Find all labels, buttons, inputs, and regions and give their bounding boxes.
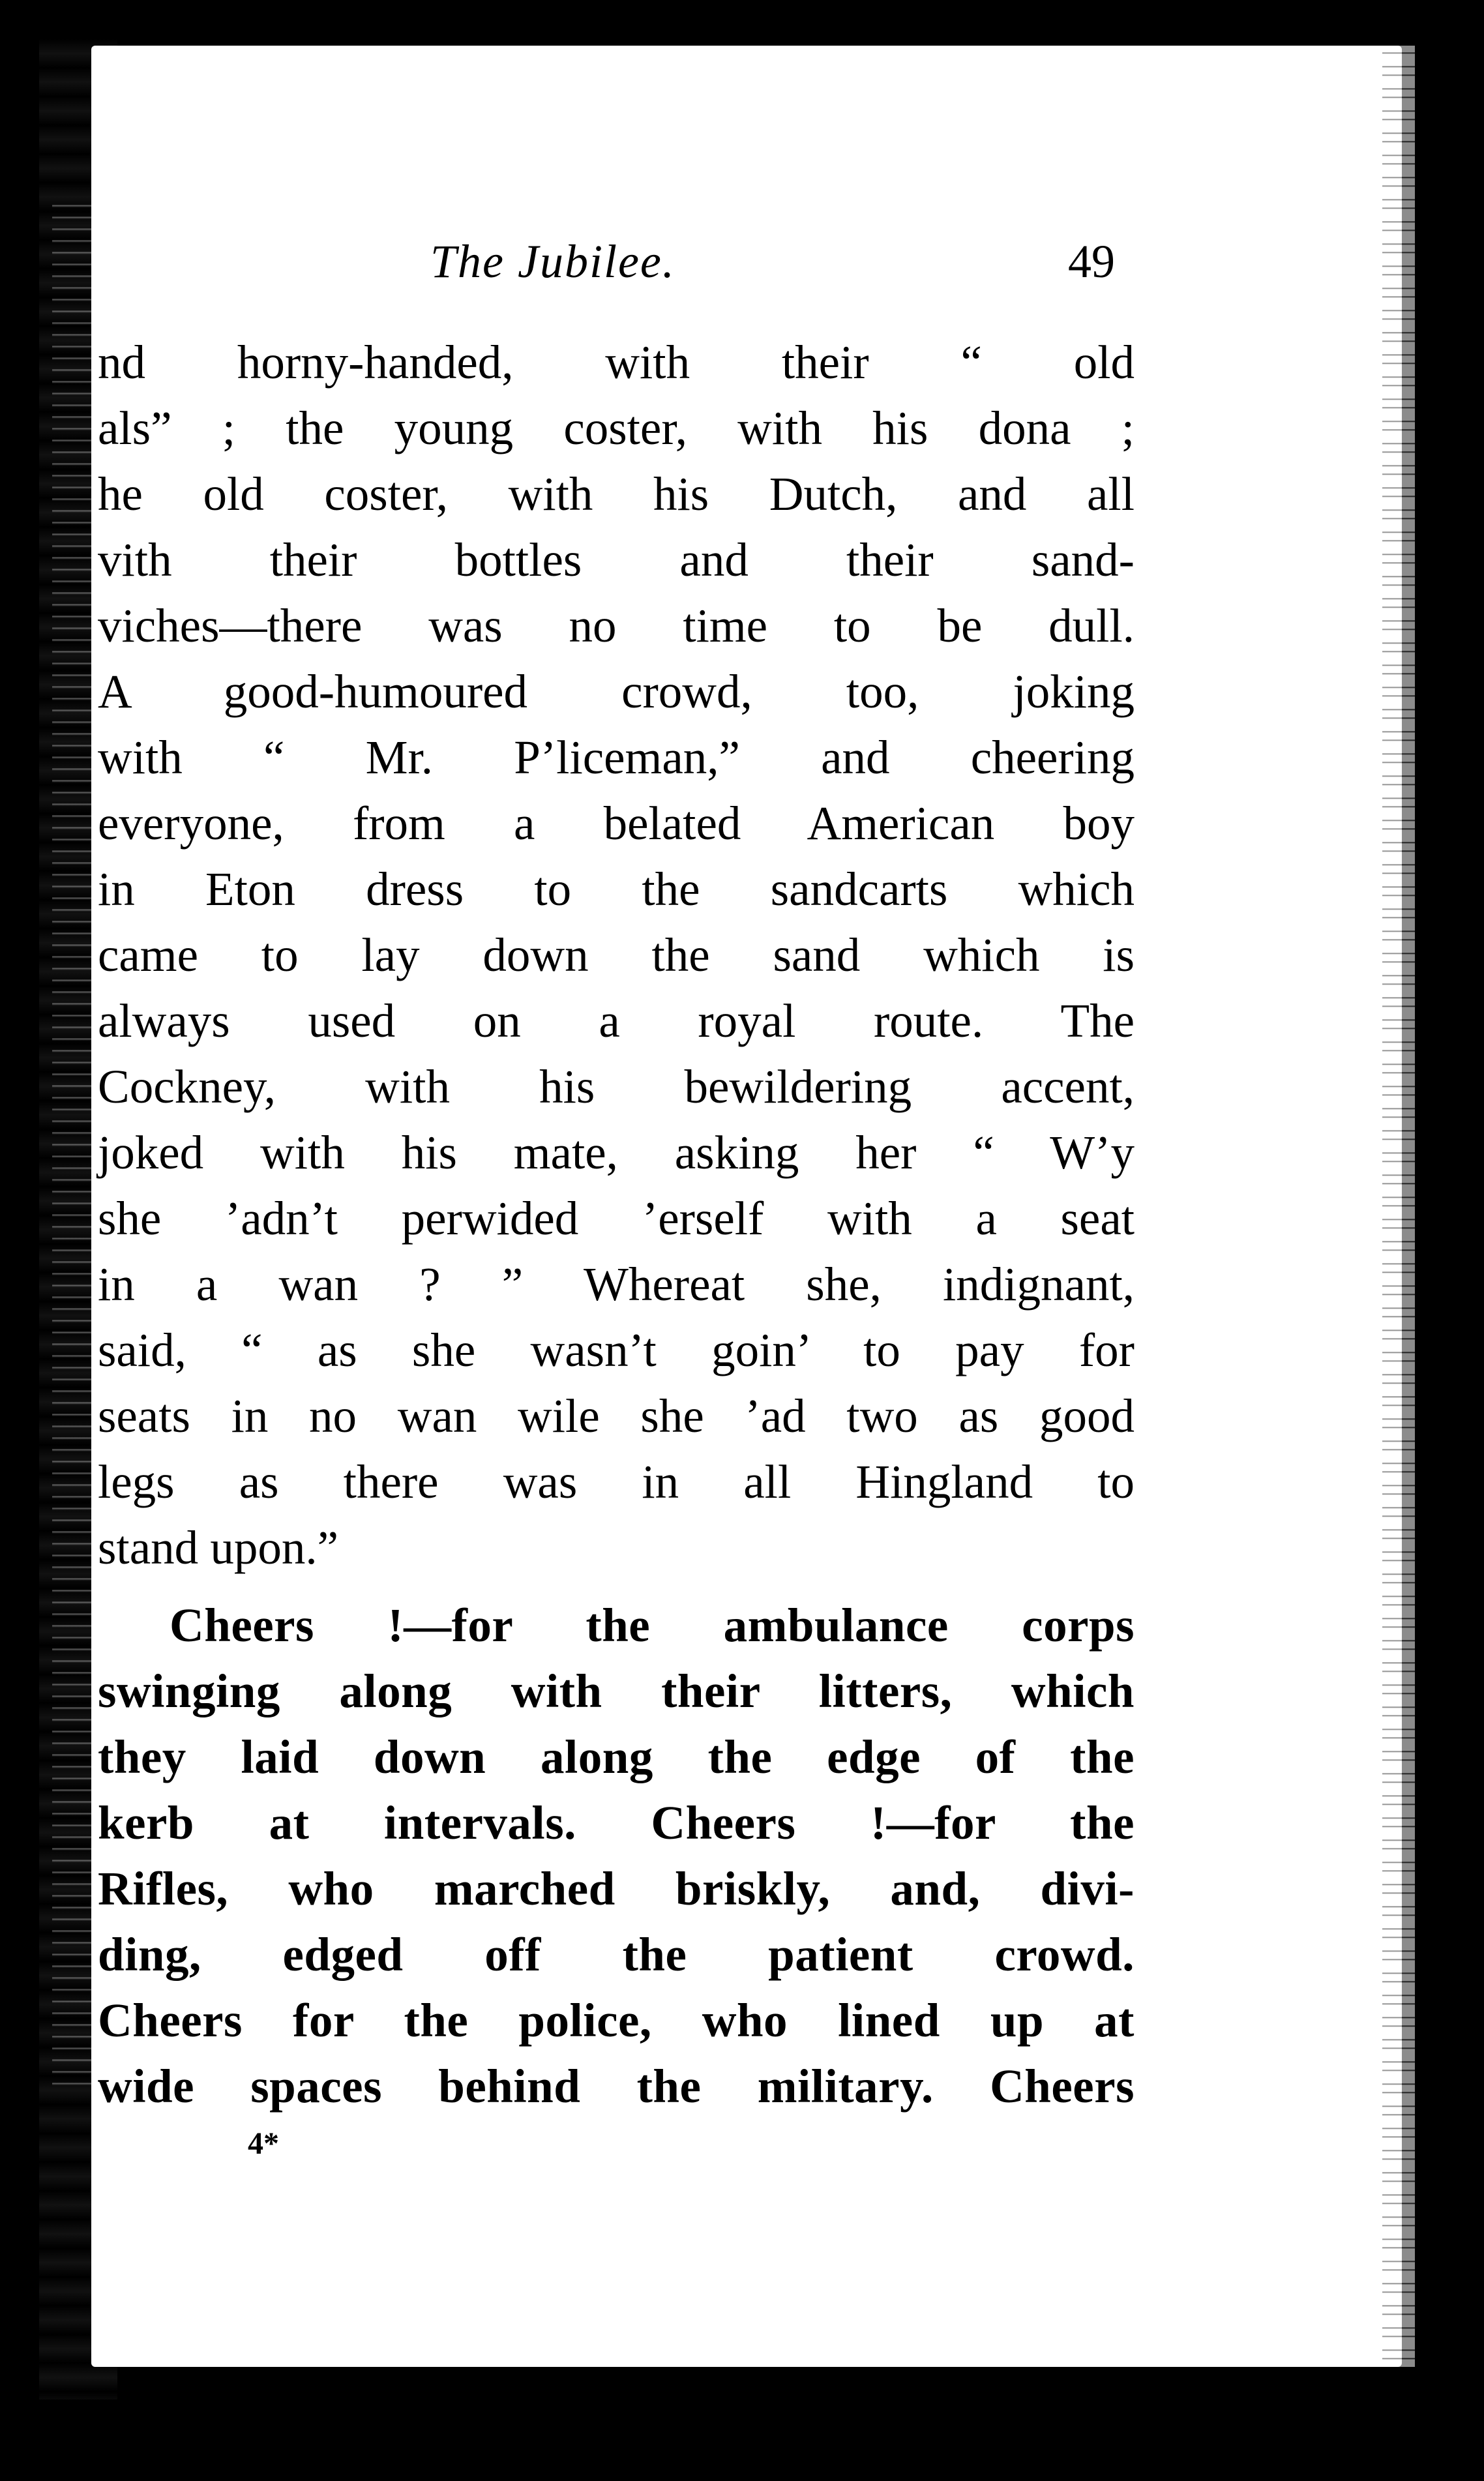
text-line: in a wan ? ” Whereat she, indignant,	[98, 1258, 1135, 1311]
paragraph-1	[98, 329, 1135, 1581]
text-line: A good-humoured crowd, too, joking	[98, 665, 1135, 718]
text-line: Cockney, with his bewildering accent,	[98, 1060, 1135, 1113]
text-line: Rifles, who marched briskly, and, divi-	[98, 1862, 1135, 1915]
text-line: they laid down along the edge of the	[98, 1731, 1135, 1783]
paragraph-2	[98, 1592, 1135, 2119]
text-line: she ’adn’t perwided ’erself with a seat	[98, 1192, 1135, 1245]
text-line: said, “ as she wasn’t goin’ to pay for	[98, 1324, 1135, 1376]
right-page-edge	[1382, 46, 1415, 2367]
text-line: stand upon.”	[98, 1521, 338, 1574]
text-line: Cheers for the police, who lined up at	[98, 1994, 1135, 2047]
text-line: came to lay down the sand which is	[98, 929, 1135, 981]
text-line: everyone, from a belated American boy	[98, 797, 1135, 850]
text-line: he old coster, with his Dutch, and all	[98, 468, 1135, 520]
text-line: with “ Mr. P’liceman,” and cheering	[98, 731, 1135, 784]
text-line: Cheers !—for the ambulance corps	[170, 1599, 1135, 1652]
body-text	[98, 329, 1135, 2119]
text-line: legs as there was in all Hingland to	[98, 1455, 1135, 1508]
page-number: 49	[1068, 235, 1115, 288]
text-line: kerb at intervals. Cheers !—for the	[98, 1796, 1135, 1849]
running-head	[430, 235, 1148, 306]
text-line: nd horny-handed, with their “ old	[98, 336, 1135, 389]
text-line: joked with his mate, asking her “ W’y	[98, 1126, 1135, 1179]
text-line: seats in no wan wile she ’ad two as good	[98, 1389, 1135, 1442]
text-line: wide spaces behind the military. Cheers	[98, 2060, 1135, 2113]
text-line: swinging along with their litters, which	[98, 1665, 1135, 1717]
paragraph-gap	[98, 1581, 1135, 1592]
text-line: als” ; the young coster, with his dona ;	[98, 402, 1135, 454]
text-line: viches—there was no time to be dull.	[98, 599, 1135, 652]
text-line: ding, edged off the patient crowd.	[98, 1928, 1135, 1981]
text-line: always used on a royal route. The	[98, 994, 1135, 1047]
signature-mark: 4*	[248, 2126, 279, 2161]
running-title: The Jubilee.	[430, 235, 675, 288]
text-line: in Eton dress to the sandcarts which	[98, 863, 1135, 915]
text-line: vith their bottles and their sand-	[98, 533, 1135, 586]
